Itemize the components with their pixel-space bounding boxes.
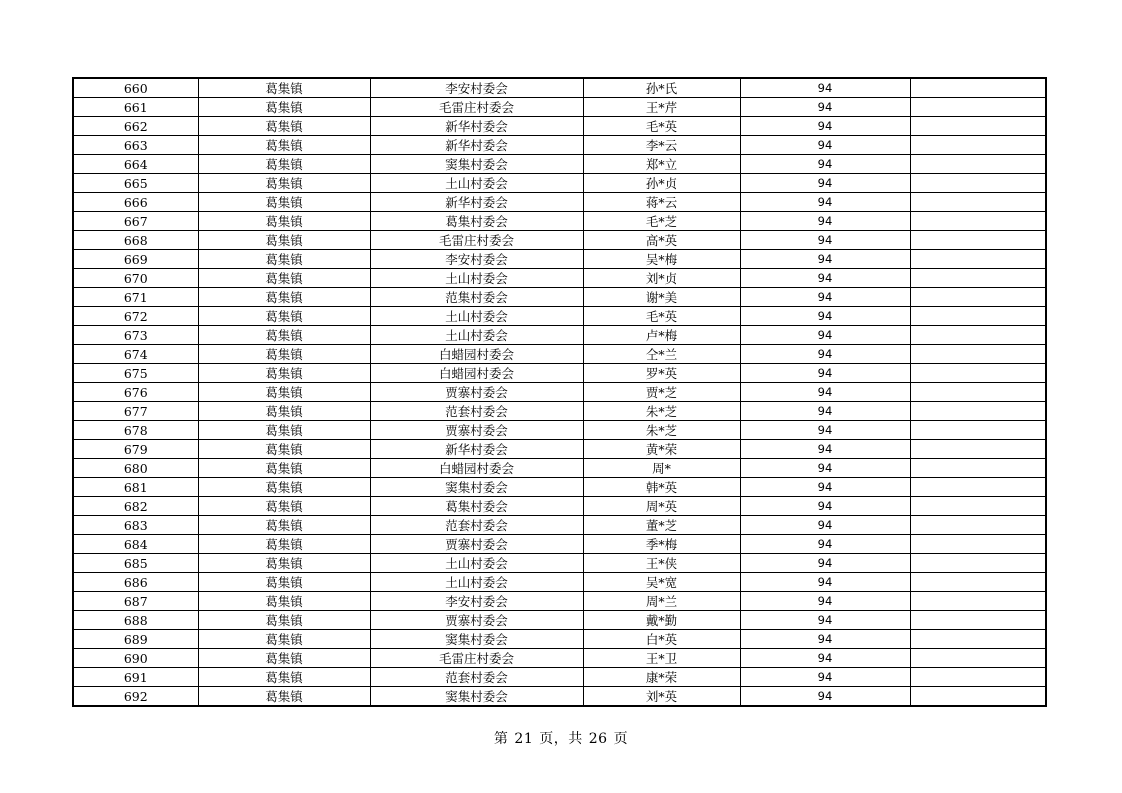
row-index-cell: 691 [73,668,198,687]
village-committee-cell: 窦集村委会 [370,478,583,497]
age-cell: 94 [740,592,910,611]
row-index-cell: 675 [73,364,198,383]
table-row [73,117,1046,136]
village-committee-cell: 白蜡园村委会 [370,345,583,364]
town-cell: 葛集镇 [198,497,370,516]
remark-cell [910,535,1046,554]
remark-cell [910,117,1046,136]
records-table-body [73,78,1046,706]
age-cell: 94 [740,250,910,269]
name-cell: 朱*芝 [583,402,740,421]
row-index-cell: 677 [73,402,198,421]
town-cell: 葛集镇 [198,155,370,174]
row-index-cell: 676 [73,383,198,402]
remark-cell [910,231,1046,250]
name-cell: 韩*英 [583,478,740,497]
age-cell: 94 [740,649,910,668]
table-row [73,649,1046,668]
row-index-cell: 662 [73,117,198,136]
table-row [73,592,1046,611]
town-cell: 葛集镇 [198,326,370,345]
name-cell: 高*英 [583,231,740,250]
page-footer [0,728,1122,748]
name-cell: 刘*英 [583,687,740,707]
age-cell: 94 [740,402,910,421]
row-index-cell: 674 [73,345,198,364]
table-row [73,611,1046,630]
row-index-cell: 692 [73,687,198,707]
table-row [73,326,1046,345]
village-committee-cell: 葛集村委会 [370,497,583,516]
village-committee-cell: 李安村委会 [370,250,583,269]
town-cell: 葛集镇 [198,231,370,250]
table-row [73,402,1046,421]
town-cell: 葛集镇 [198,136,370,155]
village-committee-cell: 窦集村委会 [370,155,583,174]
footer-prefix: 第 [493,731,509,747]
age-cell: 94 [740,269,910,288]
row-index-cell: 682 [73,497,198,516]
remark-cell [910,554,1046,573]
table-row [73,440,1046,459]
row-index-cell: 667 [73,212,198,231]
town-cell: 葛集镇 [198,250,370,269]
name-cell: 刘*贞 [583,269,740,288]
remark-cell [910,193,1046,212]
row-index-cell: 663 [73,136,198,155]
row-index-cell: 660 [73,78,198,98]
name-cell: 黄*荣 [583,440,740,459]
remark-cell [910,440,1046,459]
town-cell: 葛集镇 [198,117,370,136]
row-index-cell: 687 [73,592,198,611]
village-committee-cell: 范套村委会 [370,402,583,421]
table-row [73,78,1046,98]
town-cell: 葛集镇 [198,649,370,668]
village-committee-cell: 贾寨村委会 [370,535,583,554]
name-cell: 孙*氏 [583,78,740,98]
name-cell: 白*英 [583,630,740,649]
village-committee-cell: 毛雷庄村委会 [370,649,583,668]
remark-cell [910,516,1046,535]
village-committee-cell: 李安村委会 [370,592,583,611]
remark-cell [910,383,1046,402]
name-cell: 戴*勤 [583,611,740,630]
row-index-cell: 688 [73,611,198,630]
town-cell: 葛集镇 [198,78,370,98]
records-sheet [72,77,1045,706]
village-committee-cell: 土山村委会 [370,269,583,288]
town-cell: 葛集镇 [198,687,370,707]
name-cell: 蒋*云 [583,193,740,212]
remark-cell [910,288,1046,307]
table-row [73,421,1046,440]
name-cell: 毛*芝 [583,212,740,231]
name-cell: 卢*梅 [583,326,740,345]
row-index-cell: 678 [73,421,198,440]
table-row [73,573,1046,592]
village-committee-cell: 葛集村委会 [370,212,583,231]
village-committee-cell: 窦集村委会 [370,630,583,649]
town-cell: 葛集镇 [198,668,370,687]
name-cell: 毛*英 [583,117,740,136]
age-cell: 94 [740,478,910,497]
age-cell: 94 [740,307,910,326]
remark-cell [910,212,1046,231]
name-cell: 朱*芝 [583,421,740,440]
remark-cell [910,269,1046,288]
town-cell: 葛集镇 [198,402,370,421]
records-table [72,77,1047,707]
row-index-cell: 672 [73,307,198,326]
row-index-cell: 664 [73,155,198,174]
footer-current-page: 21 [514,731,534,747]
town-cell: 葛集镇 [198,174,370,193]
table-row [73,383,1046,402]
town-cell: 葛集镇 [198,307,370,326]
footer-suffix: 页 [613,731,629,747]
village-committee-cell: 新华村委会 [370,440,583,459]
table-row [73,307,1046,326]
village-committee-cell: 贾寨村委会 [370,421,583,440]
table-row [73,459,1046,478]
table-row [73,250,1046,269]
table-row [73,364,1046,383]
town-cell: 葛集镇 [198,193,370,212]
name-cell: 董*芝 [583,516,740,535]
row-index-cell: 673 [73,326,198,345]
town-cell: 葛集镇 [198,592,370,611]
row-index-cell: 665 [73,174,198,193]
name-cell: 仝*兰 [583,345,740,364]
table-row [73,136,1046,155]
town-cell: 葛集镇 [198,212,370,231]
table-row [73,98,1046,117]
row-index-cell: 670 [73,269,198,288]
remark-cell [910,345,1046,364]
age-cell: 94 [740,78,910,98]
table-row [73,630,1046,649]
row-index-cell: 661 [73,98,198,117]
village-committee-cell: 土山村委会 [370,554,583,573]
village-committee-cell: 土山村委会 [370,307,583,326]
remark-cell [910,649,1046,668]
town-cell: 葛集镇 [198,573,370,592]
village-committee-cell: 土山村委会 [370,573,583,592]
remark-cell [910,611,1046,630]
age-cell: 94 [740,573,910,592]
name-cell: 吴*梅 [583,250,740,269]
town-cell: 葛集镇 [198,630,370,649]
town-cell: 葛集镇 [198,364,370,383]
name-cell: 季*梅 [583,535,740,554]
village-committee-cell: 范集村委会 [370,288,583,307]
row-index-cell: 679 [73,440,198,459]
village-committee-cell: 贾寨村委会 [370,611,583,630]
row-index-cell: 683 [73,516,198,535]
village-committee-cell: 窦集村委会 [370,687,583,707]
name-cell: 周* [583,459,740,478]
table-row [73,345,1046,364]
table-row [73,478,1046,497]
remark-cell [910,687,1046,707]
row-index-cell: 680 [73,459,198,478]
town-cell: 葛集镇 [198,440,370,459]
town-cell: 葛集镇 [198,459,370,478]
row-index-cell: 690 [73,649,198,668]
town-cell: 葛集镇 [198,98,370,117]
name-cell: 郑*立 [583,155,740,174]
age-cell: 94 [740,516,910,535]
name-cell: 王*卫 [583,649,740,668]
village-committee-cell: 新华村委会 [370,136,583,155]
remark-cell [910,364,1046,383]
village-committee-cell: 土山村委会 [370,174,583,193]
table-row [73,687,1046,707]
table-row [73,212,1046,231]
village-committee-cell: 新华村委会 [370,117,583,136]
name-cell: 孙*贞 [583,174,740,193]
age-cell: 94 [740,174,910,193]
age-cell: 94 [740,459,910,478]
age-cell: 94 [740,326,910,345]
remark-cell [910,592,1046,611]
remark-cell [910,155,1046,174]
age-cell: 94 [740,383,910,402]
table-row [73,497,1046,516]
table-row [73,288,1046,307]
table-row [73,554,1046,573]
remark-cell [910,573,1046,592]
remark-cell [910,307,1046,326]
town-cell: 葛集镇 [198,554,370,573]
remark-cell [910,478,1046,497]
town-cell: 葛集镇 [198,421,370,440]
table-row [73,535,1046,554]
table-row [73,231,1046,250]
town-cell: 葛集镇 [198,516,370,535]
row-index-cell: 684 [73,535,198,554]
remark-cell [910,326,1046,345]
row-index-cell: 681 [73,478,198,497]
village-committee-cell: 白蜡园村委会 [370,364,583,383]
village-committee-cell: 白蜡园村委会 [370,459,583,478]
village-committee-cell: 范套村委会 [370,516,583,535]
age-cell: 94 [740,554,910,573]
name-cell: 周*英 [583,497,740,516]
village-committee-cell: 范套村委会 [370,668,583,687]
table-row [73,668,1046,687]
name-cell: 康*荣 [583,668,740,687]
age-cell: 94 [740,288,910,307]
name-cell: 周*兰 [583,592,740,611]
age-cell: 94 [740,668,910,687]
age-cell: 94 [740,231,910,250]
remark-cell [910,78,1046,98]
table-row [73,516,1046,535]
village-committee-cell: 土山村委会 [370,326,583,345]
town-cell: 葛集镇 [198,478,370,497]
remark-cell [910,497,1046,516]
name-cell: 王*芹 [583,98,740,117]
remark-cell [910,402,1046,421]
remark-cell [910,98,1046,117]
name-cell: 谢*美 [583,288,740,307]
age-cell: 94 [740,630,910,649]
remark-cell [910,668,1046,687]
town-cell: 葛集镇 [198,345,370,364]
remark-cell [910,459,1046,478]
remark-cell [910,136,1046,155]
row-index-cell: 671 [73,288,198,307]
age-cell: 94 [740,345,910,364]
name-cell: 吴*宽 [583,573,740,592]
name-cell: 王*侠 [583,554,740,573]
row-index-cell: 685 [73,554,198,573]
age-cell: 94 [740,136,910,155]
age-cell: 94 [740,497,910,516]
row-index-cell: 666 [73,193,198,212]
village-committee-cell: 新华村委会 [370,193,583,212]
name-cell: 贾*芝 [583,383,740,402]
village-committee-cell: 贾寨村委会 [370,383,583,402]
age-cell: 94 [740,440,910,459]
age-cell: 94 [740,364,910,383]
town-cell: 葛集镇 [198,611,370,630]
remark-cell [910,421,1046,440]
age-cell: 94 [740,98,910,117]
row-index-cell: 669 [73,250,198,269]
town-cell: 葛集镇 [198,288,370,307]
town-cell: 葛集镇 [198,383,370,402]
village-committee-cell: 毛雷庄村委会 [370,98,583,117]
village-committee-cell: 毛雷庄村委会 [370,231,583,250]
remark-cell [910,250,1046,269]
age-cell: 94 [740,687,910,707]
row-index-cell: 668 [73,231,198,250]
name-cell: 毛*英 [583,307,740,326]
age-cell: 94 [740,117,910,136]
row-index-cell: 686 [73,573,198,592]
table-row [73,155,1046,174]
town-cell: 葛集镇 [198,269,370,288]
name-cell: 李*云 [583,136,740,155]
age-cell: 94 [740,155,910,174]
table-row [73,174,1046,193]
age-cell: 94 [740,193,910,212]
table-row [73,269,1046,288]
remark-cell [910,630,1046,649]
row-index-cell: 689 [73,630,198,649]
name-cell: 罗*英 [583,364,740,383]
footer-total-pages: 26 [588,731,608,747]
footer-middle: 页，共 [539,731,583,747]
table-row [73,193,1046,212]
age-cell: 94 [740,421,910,440]
village-committee-cell: 李安村委会 [370,78,583,98]
age-cell: 94 [740,535,910,554]
age-cell: 94 [740,212,910,231]
remark-cell [910,174,1046,193]
town-cell: 葛集镇 [198,535,370,554]
age-cell: 94 [740,611,910,630]
